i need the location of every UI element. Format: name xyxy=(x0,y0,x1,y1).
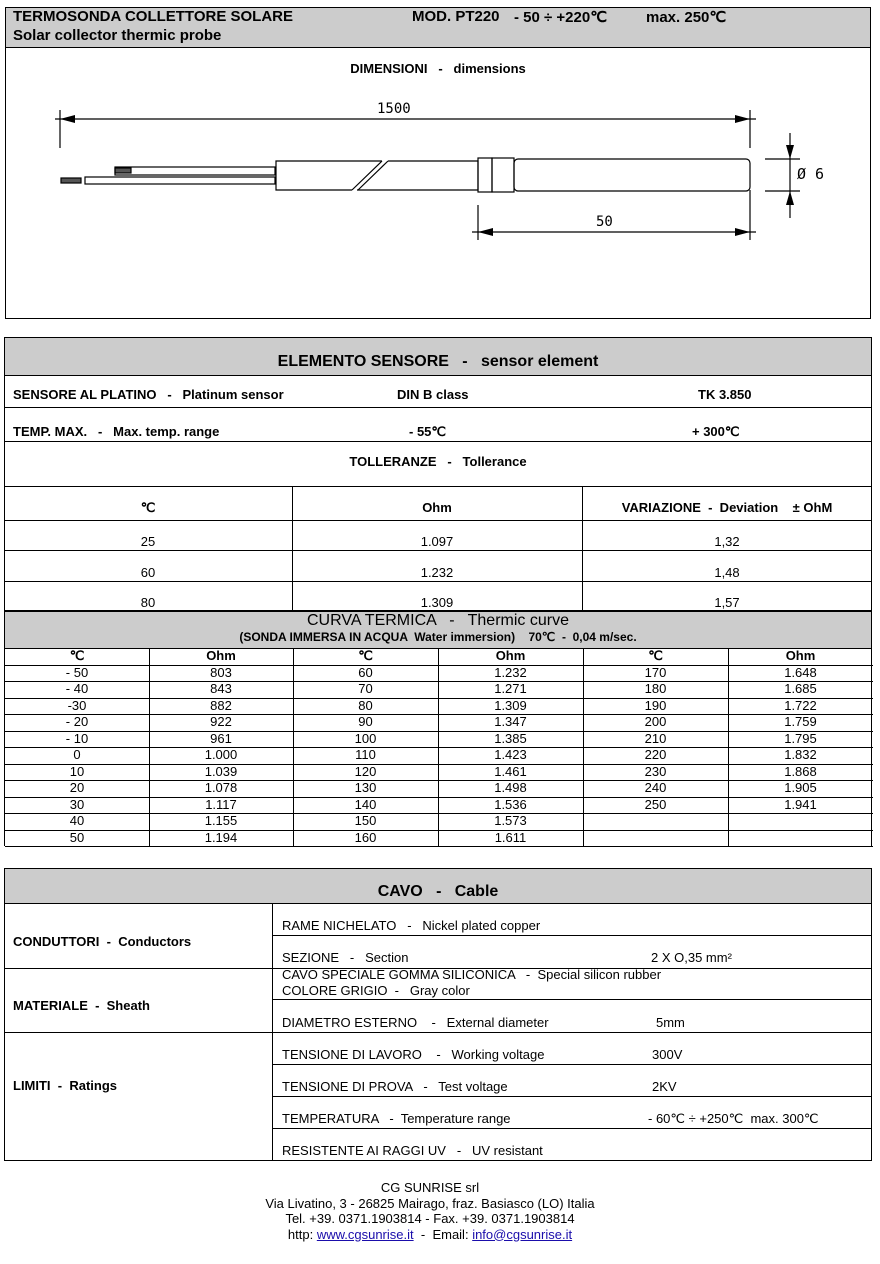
temperature-cell: 230 xyxy=(644,763,667,779)
din-class-value: DIN B class xyxy=(397,387,469,402)
conductors-material: RAME NICHELATO - Nickel plated copper xyxy=(282,918,541,933)
resistance-cell: 1.832 xyxy=(784,747,817,762)
wire-2 xyxy=(115,167,275,175)
resistance-cell: 803 xyxy=(210,664,232,680)
temperature-cell: 10 xyxy=(69,763,85,779)
curve-title: CURVA TERMICA - Thermic curve xyxy=(307,612,569,629)
http-label: http: xyxy=(287,1226,314,1242)
working-voltage-label: TENSIONE DI LAVORO - Working voltage xyxy=(282,1047,545,1062)
resistance-cell: 1.423 xyxy=(494,747,527,762)
temperature-cell: 190 xyxy=(644,697,667,713)
temperature-cell: 240 xyxy=(644,780,667,795)
resistance-cell: 1.795 xyxy=(784,730,817,746)
company-name: CG SUNRISE srl xyxy=(380,1180,480,1195)
tip-length-label: 50 xyxy=(596,214,613,230)
resistance-cell: 1.941 xyxy=(784,796,817,812)
temp-max-value: + 300℃ xyxy=(692,424,740,439)
temperature-cell: 180 xyxy=(644,681,667,696)
resistance-cell: 1.232 xyxy=(494,664,527,680)
company-web: http: www.cgsunrise.it - Email: info@cgsunrise.it xyxy=(287,1226,573,1242)
temperature-cell: - 40 xyxy=(65,681,89,696)
temperature-cell: 140 xyxy=(354,796,377,812)
curve-row xyxy=(5,780,873,797)
temp-max-label: TEMP. MAX. - Max. temp. range xyxy=(13,424,220,439)
curve-row xyxy=(5,813,873,830)
probe-drawing xyxy=(0,60,880,260)
sensor-title: ELEMENTO SENSORE - sensor element xyxy=(277,353,599,370)
temperature-cell: 160 xyxy=(354,829,377,845)
temperature-cell: 70 xyxy=(358,681,373,696)
temperature-cell: 110 xyxy=(355,747,376,762)
total-length-label: 1500 xyxy=(377,101,411,117)
test-voltage-label: TENSIONE DI PROVA - Test voltage xyxy=(282,1079,508,1094)
curve-row xyxy=(5,714,873,731)
website-link[interactable]: www.cgsunrise.it xyxy=(316,1226,414,1242)
resistance-cell: 1.648 xyxy=(784,664,817,680)
resistance-cell: 1.194 xyxy=(204,829,238,845)
section-label: SEZIONE - Section xyxy=(282,950,409,965)
email-label: Email: xyxy=(432,1226,469,1242)
resistance-cell: 1.385 xyxy=(494,730,527,746)
resistance-cell: 1.155 xyxy=(204,813,238,828)
curve-subtitle: (SONDA IMMERSA IN ACQUA Water immersion) 70℃ - 0,04 m/sec. xyxy=(239,630,637,644)
tolerance-header-temp: ℃ xyxy=(140,500,156,515)
temperature-range: - 50 ÷ +220℃ xyxy=(514,9,608,26)
cable-sheath-left xyxy=(276,161,382,190)
curve-row xyxy=(5,830,873,847)
temperature-cell: 210 xyxy=(644,730,667,746)
external-diameter-label: DIAMETRO ESTERNO - External diameter xyxy=(282,1015,549,1030)
temperature-cell: 130 xyxy=(354,780,377,795)
temperature-cell: 90 xyxy=(358,714,373,729)
thermic-curve-table xyxy=(4,648,872,846)
temperature-cell: 170 xyxy=(644,664,667,680)
uv-resistant-label: RESISTENTE AI RAGGI UV - UV resistant xyxy=(282,1143,543,1158)
section-value: 2 X O,35 mm² xyxy=(651,950,732,965)
resistance-cell: 843 xyxy=(210,681,232,696)
curve-row xyxy=(5,747,873,764)
sheath-material: CAVO SPECIALE GOMMA SILICONICA - Special silicon rubber xyxy=(282,967,662,982)
curve-header-cell: Ohm xyxy=(206,648,236,663)
curve-header-cell: Ohm xyxy=(495,648,526,663)
wire-1 xyxy=(85,177,275,184)
resistance-cell: 1.905 xyxy=(784,780,817,795)
external-diameter-value: 5mm xyxy=(656,1015,685,1030)
temperature-cell: 60 xyxy=(358,664,373,680)
temperature-cell: 30 xyxy=(69,796,85,812)
temperature-cell: 40 xyxy=(69,813,85,828)
resistance-cell: 961 xyxy=(210,730,232,746)
curve-row xyxy=(5,698,873,715)
footer xyxy=(0,1180,860,1242)
temperature-cell: 20 xyxy=(69,780,85,795)
temperature-cell: 150 xyxy=(354,813,377,828)
title-italian: TERMOSONDA COLLETTORE SOLARE xyxy=(13,8,294,25)
temperature-cell: 100 xyxy=(354,730,377,746)
temperature-cell: 200 xyxy=(644,714,667,729)
temperature-cell: - 10 xyxy=(65,730,89,746)
tk-value: TK 3.850 xyxy=(698,387,752,402)
sheath-color: COLORE GRIGIO - Gray color xyxy=(282,983,470,998)
curve-header-cell: Ohm xyxy=(785,648,816,663)
resistance-cell: 1.461 xyxy=(494,763,527,779)
temperature-cell: 120 xyxy=(354,763,377,779)
resistance-cell: 1.309 xyxy=(494,697,527,713)
cable-title: CAVO - Cable xyxy=(377,883,499,900)
resistance-cell: 1.573 xyxy=(494,813,527,828)
resistance-cell: 1.759 xyxy=(784,714,817,729)
resistance-cell: 922 xyxy=(210,714,232,729)
resistance-cell: 1.685 xyxy=(784,681,817,696)
curve-header-cell: ℃ xyxy=(648,648,663,663)
temperature-cell: - 20 xyxy=(65,714,89,729)
wire-tip-2 xyxy=(115,168,131,173)
resistance-cell: 1.347 xyxy=(494,714,527,729)
max-temperature: max. 250℃ xyxy=(646,9,727,26)
temperature-cell: 50 xyxy=(69,829,85,845)
temperature-cell: 250 xyxy=(644,796,667,812)
probe-body xyxy=(514,159,750,191)
temperature-cell: 220 xyxy=(644,747,667,762)
cable-sheath-right xyxy=(357,161,478,190)
temp-min-value: - 55℃ xyxy=(409,424,447,439)
resistance-cell: 1.611 xyxy=(494,829,527,845)
temperature-cell: 80 xyxy=(358,697,373,713)
wire-tip-1 xyxy=(61,178,81,183)
tolerance-header-deviation: VARIAZIONE - Deviation ± OhM xyxy=(621,500,833,515)
tolerance-title: TOLLERANZE - Tollerance xyxy=(349,454,527,469)
resistance-cell: 1.039 xyxy=(204,763,238,779)
company-phone: Tel. +39. 0371.1903814 - Fax. +39. 0371.1903814 xyxy=(285,1211,575,1226)
title-english: Solar collector thermic probe xyxy=(13,27,222,44)
ratings-label: LIMITI - Ratings xyxy=(13,1078,117,1093)
tolerance-header-ohm: Ohm xyxy=(422,500,452,515)
resistance-cell: 1.536 xyxy=(494,796,527,812)
conductors-label: CONDUTTORI - Conductors xyxy=(13,934,192,949)
curve-row xyxy=(5,731,873,748)
platinum-sensor-label: SENSORE AL PLATINO - Platinum sensor xyxy=(13,387,284,402)
email-link[interactable]: info@cgsunrise.it xyxy=(472,1226,573,1242)
crimp-ring xyxy=(478,158,492,192)
resistance-cell: 1.498 xyxy=(494,780,527,795)
resistance-cell: 1.000 xyxy=(204,747,238,762)
temperature-cell: -30 xyxy=(67,697,87,713)
temperature-range-value: - 60℃ ÷ +250℃ max. 300℃ xyxy=(648,1111,819,1126)
curve-row xyxy=(5,665,873,682)
resistance-cell: 882 xyxy=(210,697,232,713)
resistance-cell: 1.271 xyxy=(494,681,527,696)
model-number: MOD. PT220 xyxy=(412,8,500,25)
curve-header-cell: ℃ xyxy=(69,648,85,663)
test-voltage-value: 2KV xyxy=(652,1079,677,1094)
curve-row xyxy=(5,681,873,698)
temperature-cell: - 50 xyxy=(65,664,89,680)
resistance-cell: 1.868 xyxy=(784,763,817,779)
sheath-label: MATERIALE - Sheath xyxy=(13,998,150,1013)
curve-row xyxy=(5,797,873,814)
resistance-cell: 1.117 xyxy=(205,796,237,812)
curve-row xyxy=(5,764,873,781)
curve-header-cell: ℃ xyxy=(358,648,373,663)
temperature-range-label: TEMPERATURA - Temperature range xyxy=(282,1111,511,1126)
temperature-cell: 0 xyxy=(73,747,81,762)
company-address: Via Livatino, 3 - 26825 Mairago, fraz. Basiasco (LO) Italia xyxy=(265,1195,595,1211)
working-voltage-value: 300V xyxy=(652,1047,683,1062)
dimensions-title: DIMENSIONI - dimensions xyxy=(350,61,526,76)
resistance-cell: 1.722 xyxy=(784,697,817,713)
resistance-cell: 1.078 xyxy=(204,780,238,795)
diameter-label: Ø 6 xyxy=(797,165,825,183)
